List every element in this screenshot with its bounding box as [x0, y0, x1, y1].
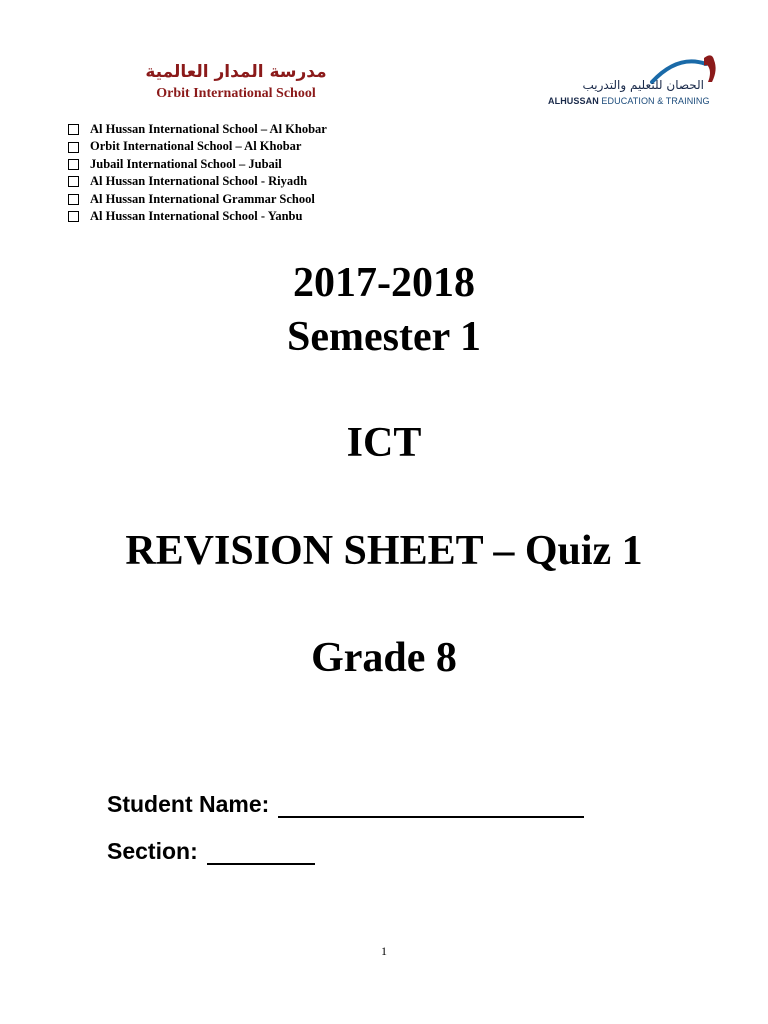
- checkbox[interactable]: [68, 211, 79, 222]
- revision-sheet-title: REVISION SHEET – Quiz 1: [125, 528, 643, 574]
- school-list-item: [68, 138, 327, 155]
- student-name-blank[interactable]: [278, 796, 584, 818]
- school-list-item: [68, 121, 327, 138]
- section-label: Section:: [107, 838, 198, 864]
- checkbox[interactable]: [68, 176, 79, 187]
- logo-english-rest: EDUCATION & TRAINING: [598, 96, 710, 106]
- school-label: Jubail International School – Jubail: [90, 156, 282, 171]
- school-label: Orbit International School – Al Khobar: [90, 139, 302, 154]
- school-label: Al Hussan International Grammar School: [90, 191, 315, 206]
- school-header: [120, 60, 352, 103]
- logo-arabic-text: الحصان للتعليم والتدريب: [582, 78, 704, 92]
- checkbox[interactable]: [68, 159, 79, 170]
- school-list-item: [68, 191, 327, 208]
- section-blank[interactable]: [207, 843, 315, 865]
- student-name-row: [107, 790, 584, 818]
- grade-title: Grade 8: [311, 635, 457, 681]
- school-label: Al Hussan International School - Yanbu: [90, 209, 303, 224]
- checkbox[interactable]: [68, 124, 79, 135]
- alhussan-logo: [548, 52, 720, 110]
- school-label: Al Hussan International School – Al Khobar: [90, 122, 327, 136]
- checkbox[interactable]: [68, 142, 79, 153]
- school-name-english: Orbit International School: [156, 86, 316, 101]
- semester-title: Semester 1: [287, 314, 481, 360]
- horse-head-icon: [704, 55, 716, 82]
- student-name-label: Student Name:: [107, 791, 270, 817]
- subject-title: ICT: [346, 420, 422, 466]
- school-label: Al Hussan International School - Riyadh: [90, 174, 308, 189]
- logo-english-bold: ALHUSSAN: [548, 96, 599, 106]
- checkbox[interactable]: [68, 194, 79, 205]
- logo-english-text: [548, 96, 710, 106]
- page-number: 1: [381, 944, 387, 958]
- school-list-item: [68, 156, 327, 173]
- school-list-item: [68, 208, 327, 225]
- school-name-arabic: مدرسة المدار العالمية: [145, 62, 327, 82]
- school-checklist: [68, 121, 327, 225]
- academic-year: 2017-2018: [293, 260, 475, 306]
- section-row: [107, 837, 315, 865]
- school-list-item: [68, 173, 327, 190]
